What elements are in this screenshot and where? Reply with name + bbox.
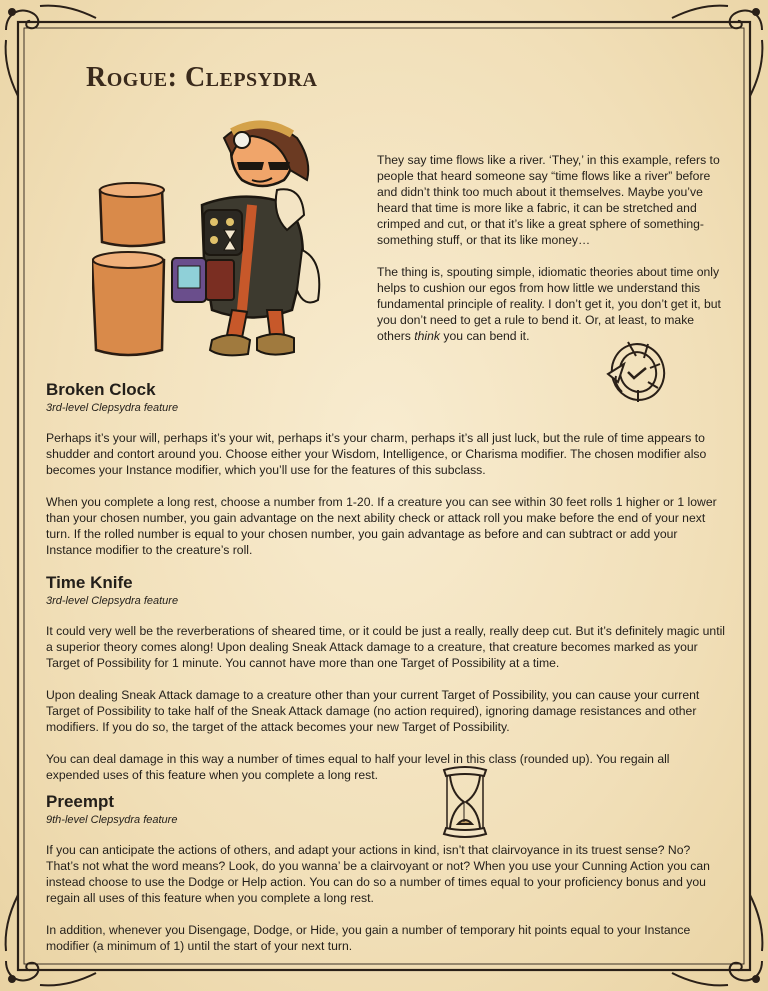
section-heading: Broken Clock — [46, 380, 156, 399]
section-paragraph: Upon dealing Sneak Attack damage to a creature other than your current Target of Possibility, you can cause your current Target of Possibility to take half of the Sneak Attack damage (no action required), ignoring damage resistances and other modifiers. If you do so, the target of the attack becomes your new Target of Possibility. — [46, 688, 700, 734]
section-preempt — [46, 794, 726, 970]
section-paragraph: You can deal damage in this way a number of times equal to half your level in this class (rounded up). You regain all expended uses of this feature when you complete a long rest. — [46, 752, 670, 782]
section-heading: Time Knife — [46, 573, 133, 592]
section-subtitle: 3rd-level Clepsydra feature — [46, 595, 179, 607]
section-paragraph: In addition, whenever you Disengage, Dodge, or Hide, you gain a number of temporary hit points equal to your Instance modifier (a minimum of 1) until the start of your next turn. — [46, 923, 691, 953]
corner-flourish-top-left — [6, 6, 96, 96]
section-broken-clock — [46, 382, 726, 574]
time-block-bottom — [92, 252, 164, 355]
section-paragraph: If you can anticipate the actions of others, and adapt your actions in kind, isn’t that clairvoyance in its truest sense? No? That’s not what the word means? Look, do you wanna’ be a clairvoyant or not? When you use your Cunning Action you can instead choose to use the Dodge or Help action. You can do so a number of times equal to your proficiency bonus and you regain all uses of this feature when you complete a long rest. — [46, 843, 710, 905]
section-subtitle: 3rd-level Clepsydra feature — [46, 402, 179, 414]
section-paragraph: When you complete a long rest, choose a number from 1-20. If a creature you can see within 30 feet rolls 1 higher or 1 lower than your chosen number, you gain advantage on the next ability check or attack roll you make before the end of your next turn. If the rolled number is equal to your chosen number, you gain advantage as before and can subtract or add your Instance modifier to the creature’s roll. — [46, 495, 717, 557]
time-block-top — [100, 183, 164, 246]
page-title: Rogue: Clepsydra — [86, 62, 318, 93]
intro-paragraph: The thing is, spouting simple, idiomatic theories about time only helps to cushion our egos from how little we understand this fundamental principle of reality. I don’t get it, you don’t get it, but you don’t need to get a rule to bend it. Or, at least, to make others think you can bend it. — [377, 265, 721, 343]
section-paragraph: It could very well be the reverberations of sheared time, or it could be just a really, really deep cut. But it’s definitely magic until a superior theory comes along! Upon dealing Sneak Attack damage to a creature, that creature becomes marked as your Target of Possibility for 1 minute. You cannot have more than one Target of Possibility at a time. — [46, 624, 725, 670]
intro-text — [377, 152, 727, 360]
section-time-knife — [46, 575, 726, 799]
rogue-character-illustration — [92, 110, 342, 360]
section-heading: Preempt — [46, 792, 115, 811]
section-subtitle: 9th-level Clepsydra feature — [46, 814, 178, 826]
intro-paragraph: They say time flows like a river. ‘They,’ in this example, refers to people that heard someone say “time flows like a river” before and didn’t think too much about it themselves. Maybe you’ve heard that time is more like a fabric, it can be stretched and crimped and cut, or that it’s like a great sphere of something-something stuff, or that its like money… — [377, 153, 720, 247]
emphasis-think: think — [414, 329, 441, 343]
corner-flourish-top-right — [672, 6, 762, 96]
section-paragraph: Perhaps it’s your will, perhaps it’s your wit, perhaps it’s your charm, perhaps it’s all just luck, but the rule of time appears to shudder and contort around you. Choose either your Wisdom, Intelligence, or Charisma modifier. The chosen modifier also becomes your Instance modifier, which you’ll use for the features of this subclass. — [46, 431, 707, 477]
